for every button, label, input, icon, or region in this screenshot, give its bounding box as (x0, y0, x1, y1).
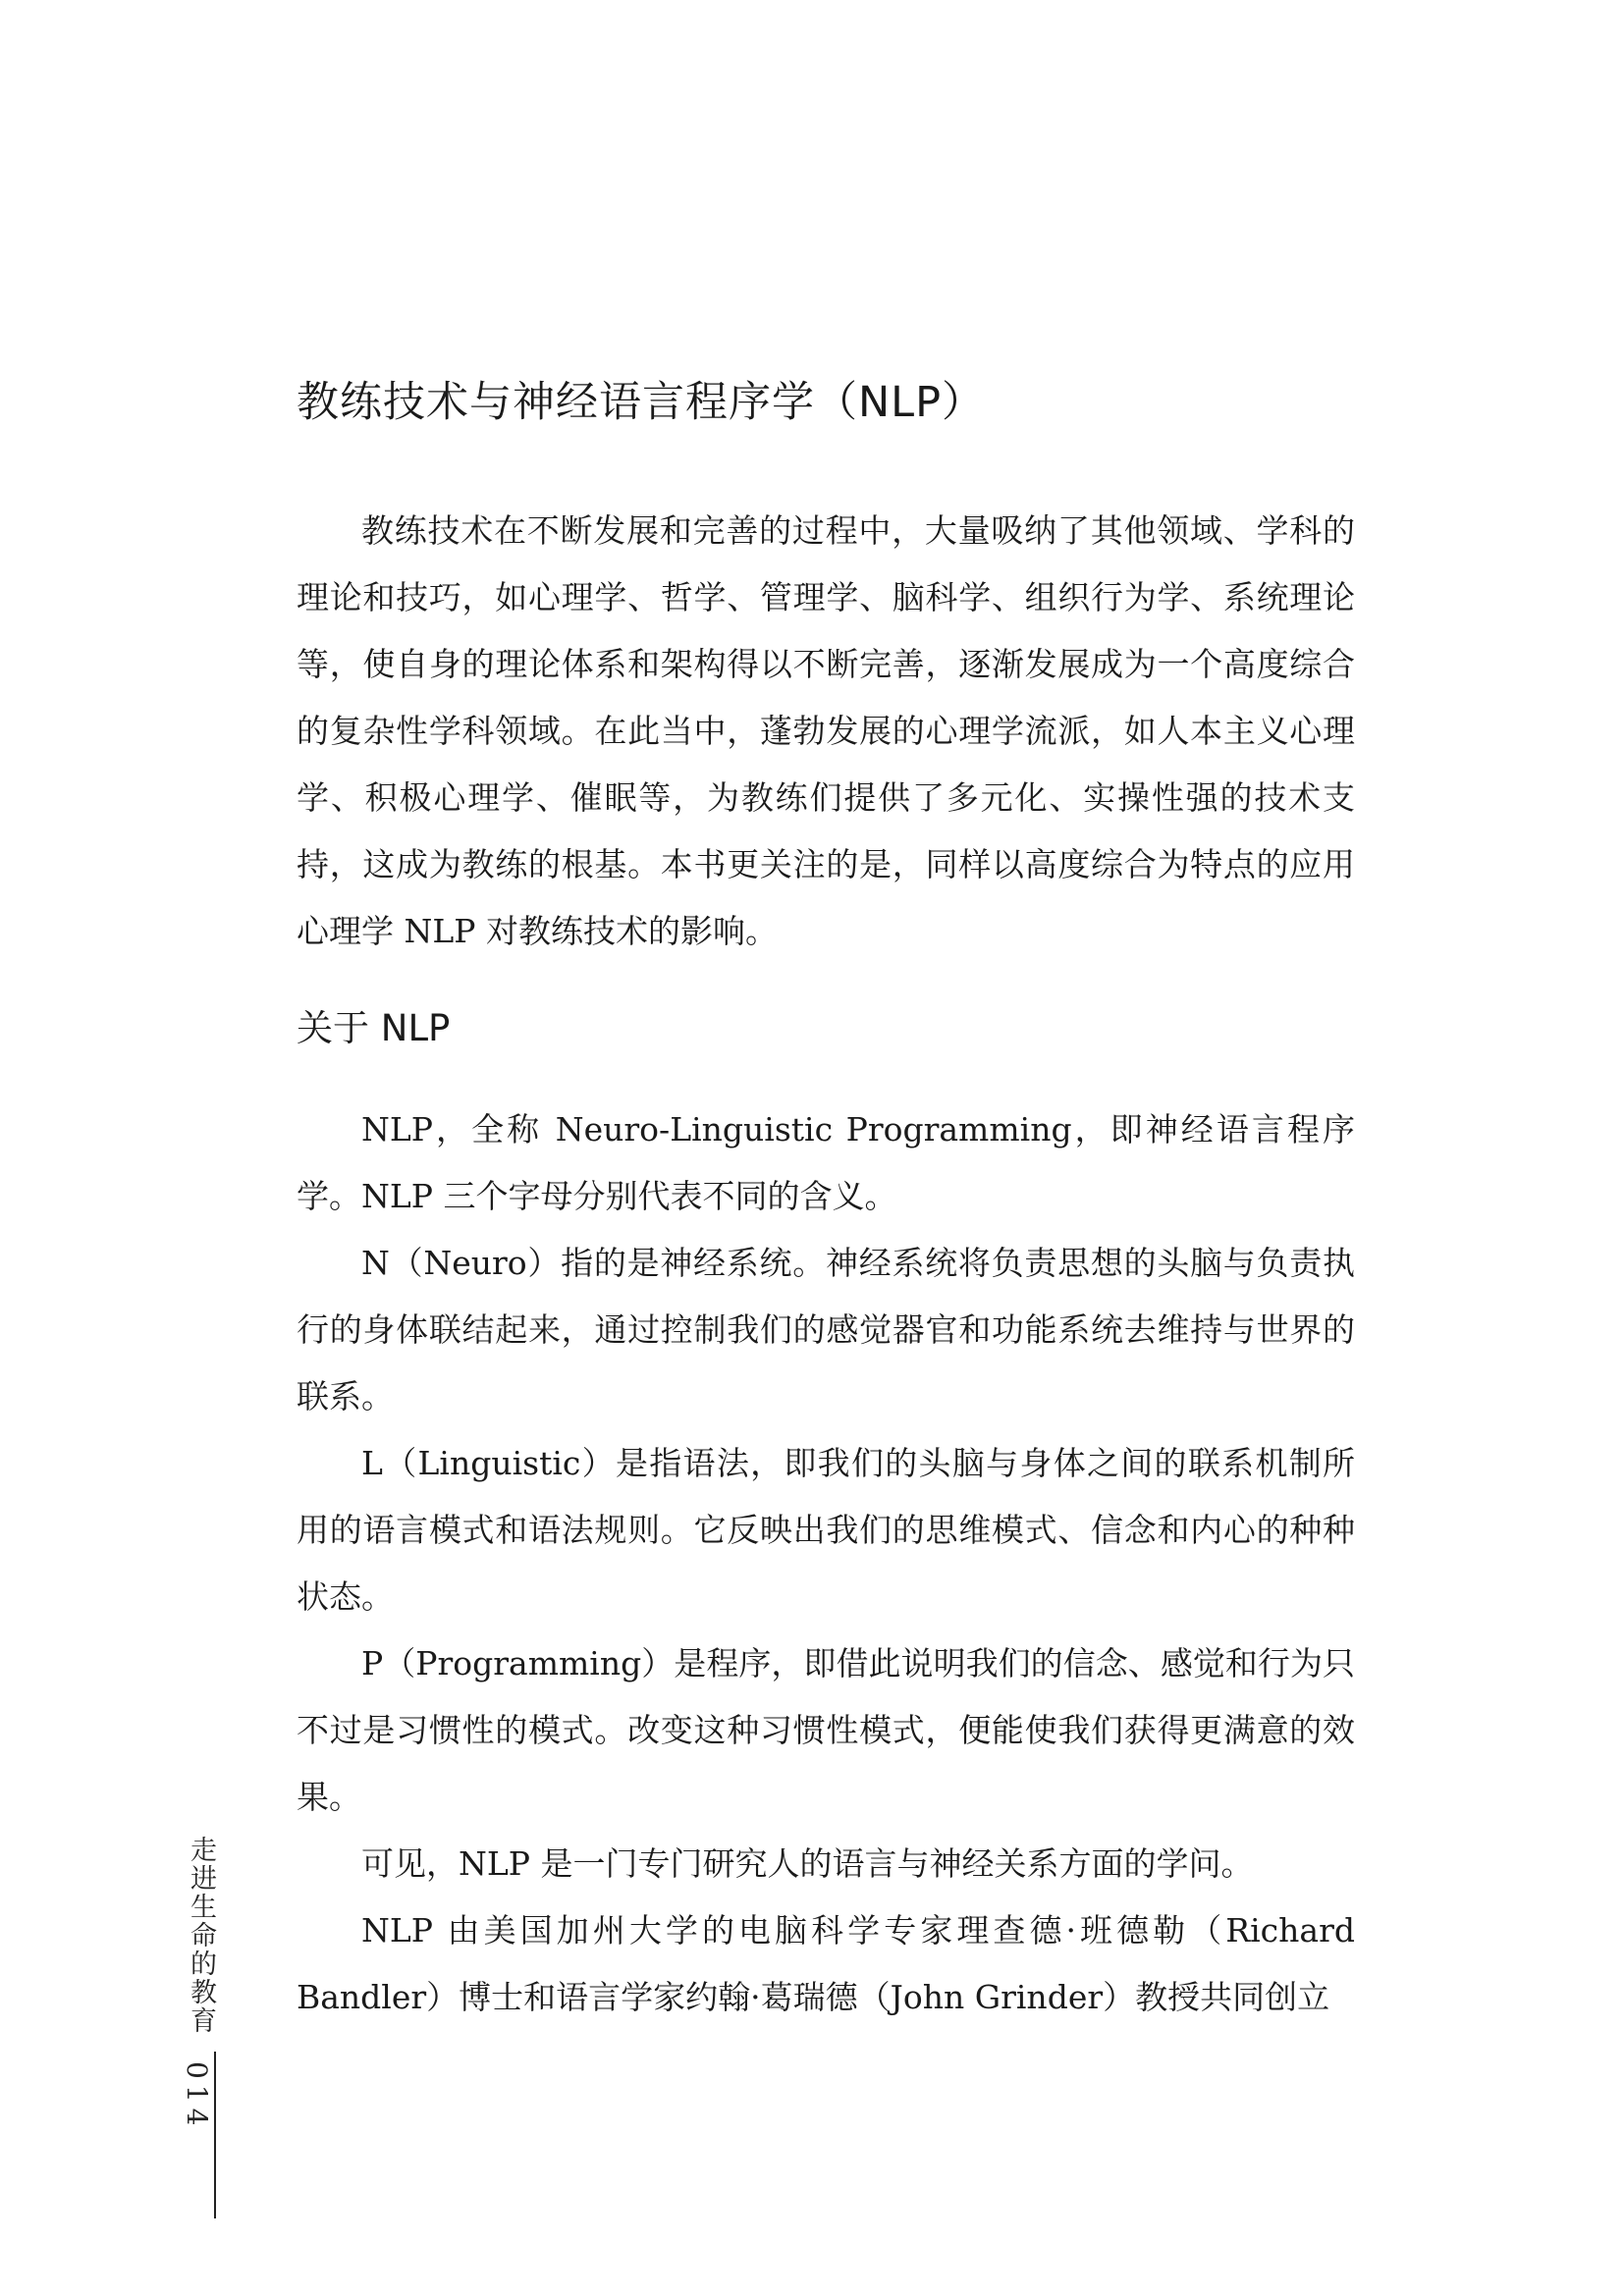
paragraph-programming: P（Programming）是程序，即借此说明我们的信念、感觉和行为只不过是习惯性的模式。改变这种习惯性模式，便能使我们获得更满意的效果。 (297, 1644, 1355, 1816)
paragraph-linguistic: L（Linguistic）是指语法，即我们的头脑与身体之间的联系机制所用的语言模式和语法规则。它反映出我们的思维模式、信念和内心的种种状态。 (297, 1444, 1355, 1616)
nlp-text-block (297, 1096, 1355, 2031)
paragraph-neuro: N（Neuro）指的是神经系统。神经系统将负责思想的头脑与负责执行的身体联结起来，通过控制我们的感觉器官和功能系统去维持与世界的联系。 (297, 1244, 1355, 1415)
page-number-rule (214, 2052, 216, 2218)
intro-paragraph: 教练技术在不断发展和完善的过程中，大量吸纳了其他领域、学科的理论和技巧，如心理学、哲学、管理学、脑科学、组织行为学、系统理论等，使自身的理论体系和架构得以不断完善，逐渐发展成为一个高度综合的复杂性学科领域。在此当中，蓬勃发展的心理学流派，如人本主义心理学、积极心理学、催眠等，为教练们提供了多元化、实操性强的技术支持，这成为教练的根基。本书更关注的是，同样以高度综合为特点的应用心理学 NLP 对教练技术的影响。 (297, 511, 1355, 950)
page-number: 014 (181, 2061, 213, 2132)
paragraph-nlp-definition: NLP，全称 Neuro-Linguistic Programming，即神经语言程序学。NLP 三个字母分别代表不同的含义。 (297, 1110, 1355, 1215)
paragraph-founders: NLP 由美国加州大学的电脑科学专家理查德·班德勒（Richard Bandler）博士和语言学家约翰·葛瑞德（John Grinder）教授共同创立 (297, 1911, 1355, 2016)
section-title: 教练技术与神经语言程序学（NLP） (297, 378, 986, 427)
running-head: 走进生命的教育 (186, 1836, 216, 2035)
subsection-title: 关于 NLP (297, 1007, 451, 1049)
intro-text-block (297, 498, 1355, 965)
paragraph-summary: 可见，NLP 是一门专门研究人的语言与神经关系方面的学问。 (361, 1844, 1254, 1883)
